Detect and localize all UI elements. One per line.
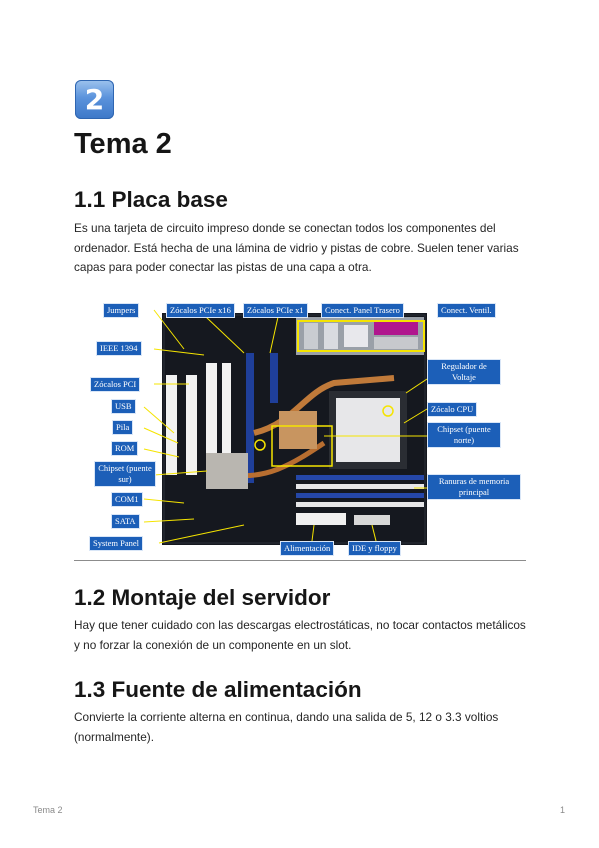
page-number: 1 xyxy=(559,805,565,815)
label-rom: ROM xyxy=(111,441,138,456)
label-alimentacion: Alimentación xyxy=(280,541,334,556)
label-sata: SATA xyxy=(111,514,140,529)
label-zocalos-pcie1: Zócalos PCIe x1 xyxy=(243,303,308,318)
label-ide-floppy: IDE y floppy xyxy=(348,541,401,556)
label-com1: COM1 xyxy=(111,492,143,507)
label-system-panel: System Panel xyxy=(89,536,143,551)
label-jumpers: Jumpers xyxy=(103,303,139,318)
section-heading-montaje: 1.2 Montaje del servidor xyxy=(74,585,331,610)
label-chipset-sur: Chipset (puente sur) xyxy=(94,461,156,487)
footer-title: Tema 2 xyxy=(33,805,63,815)
label-zocalos-pci: Zócalos PCI xyxy=(90,377,140,392)
keycap-two-icon: 2 xyxy=(75,80,114,119)
label-pila: Pila xyxy=(112,420,133,435)
label-zocalo-cpu: Zócalo CPU xyxy=(427,402,477,417)
section-text-fuente: Convierte la corriente alterna en continua, dando una salida de 5, 12 o 3.3 voltios (normalmente). xyxy=(74,710,499,744)
motherboard-figure xyxy=(74,293,526,558)
section-heading-placa-base: 1.1 Placa base xyxy=(74,187,228,212)
label-regulador-voltaje: Regulador de Voltaje xyxy=(427,359,501,385)
section-text-placa-base: Es una tarjeta de circuito impreso donde se conectan todos los componentes del ordenador. Está hecha de una lámina de vidrio y pistas de cobre. Suelen tener varias capas para poder conectar las pistas de una capa a otra. xyxy=(74,221,519,274)
label-chipset-norte: Chipset (puente norte) xyxy=(427,422,501,448)
label-panel-trasero: Conect. Panel Trasero xyxy=(321,303,404,318)
label-zocalos-pcie16: Zócalos PCIe x16 xyxy=(166,303,235,318)
label-conect-ventil: Conect. Ventil. xyxy=(437,303,496,318)
label-ranuras-memoria: Ranuras de memoria principal xyxy=(427,474,521,500)
label-ieee1394: IEEE 1394 xyxy=(96,341,142,356)
label-usb: USB xyxy=(111,399,136,414)
figure-divider xyxy=(74,560,526,561)
page-title: Tema 2 xyxy=(74,128,172,160)
section-text-montaje: Hay que tener cuidado con las descargas electrostáticas, no tocar contactos metálicos y no forzar la conexión de un componente en un slot. xyxy=(74,618,526,652)
section-heading-fuente: 1.3 Fuente de alimentación xyxy=(74,677,362,702)
